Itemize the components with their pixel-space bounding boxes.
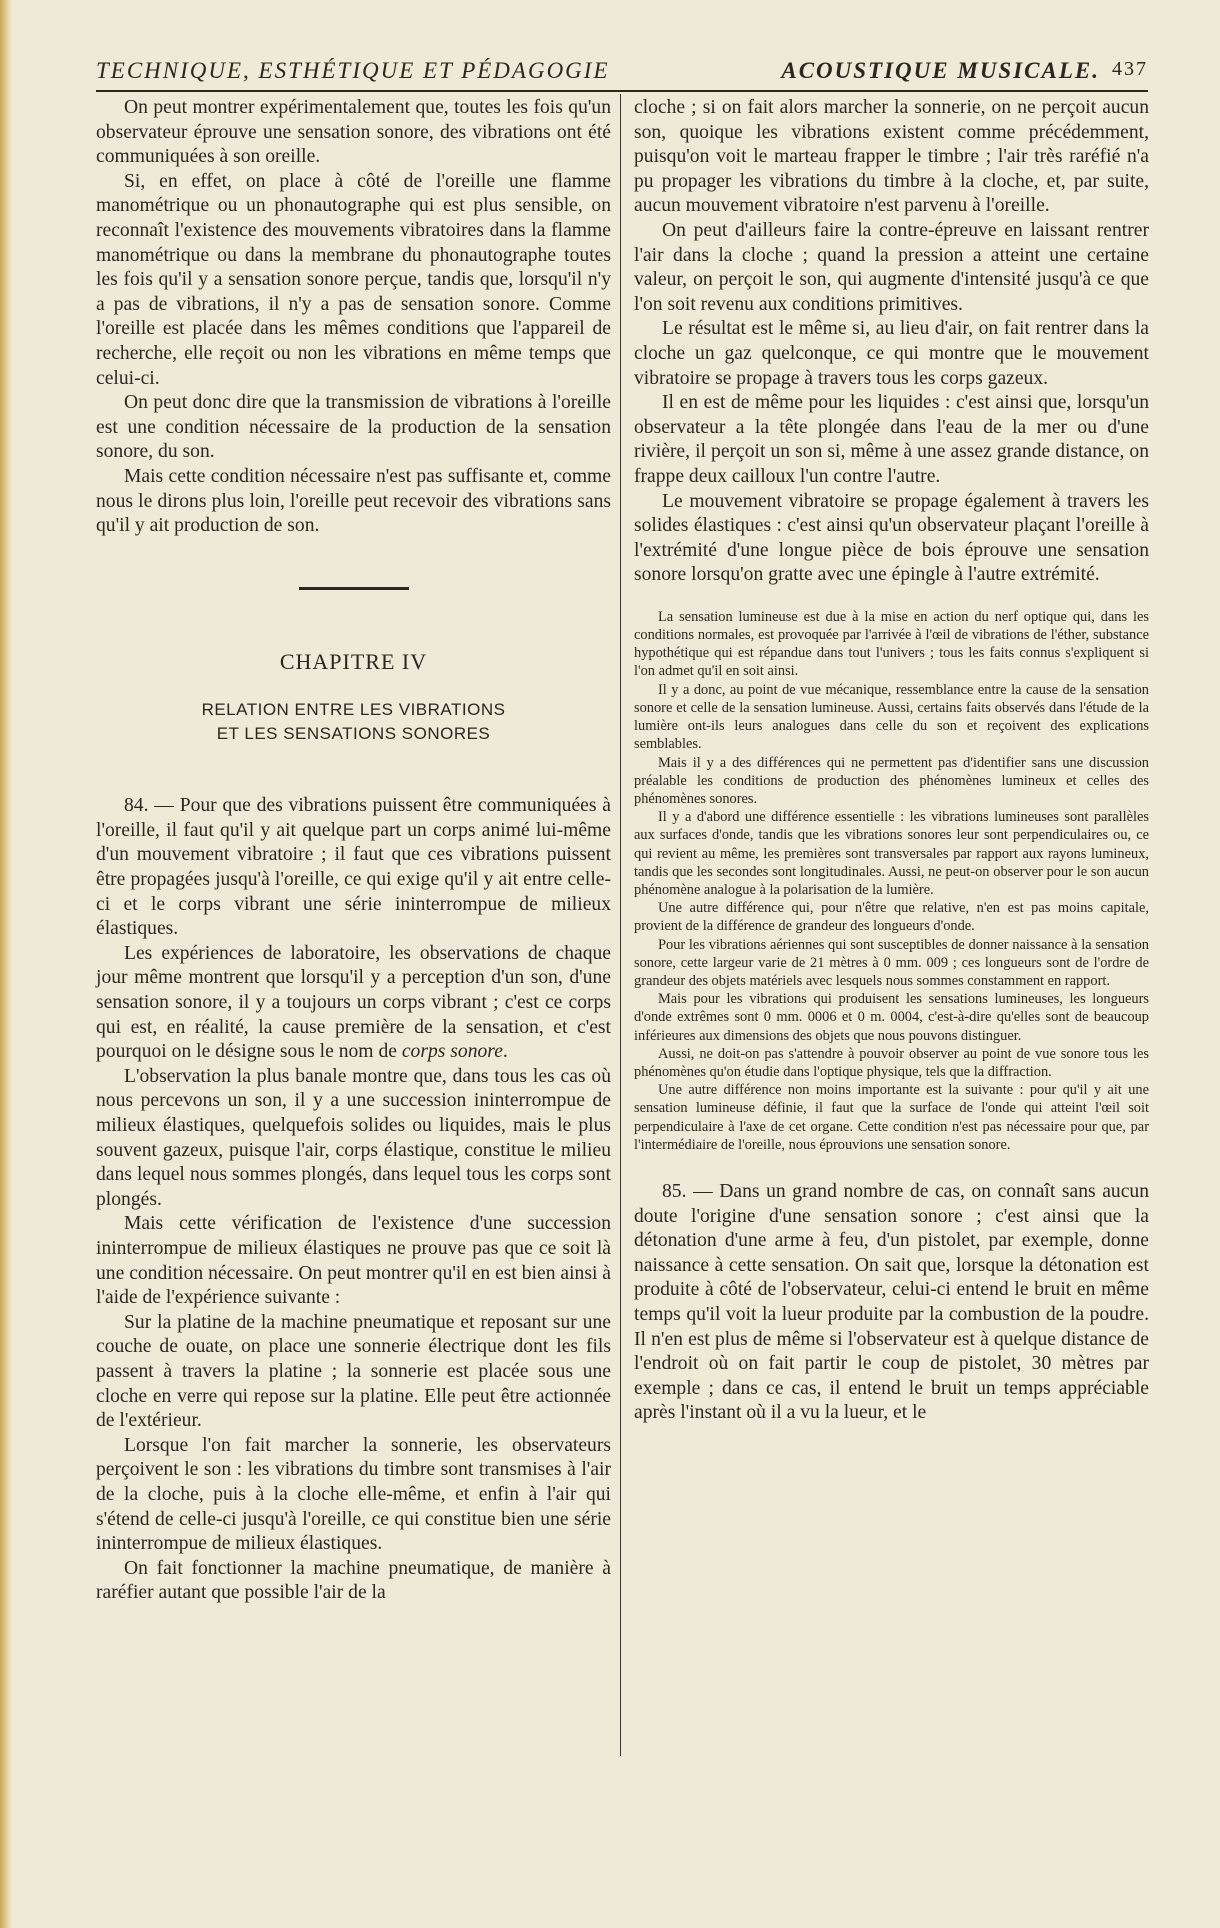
page-number: 437 (1112, 58, 1148, 80)
paragraph: On fait fonctionner la machine pneumatique, de manière à raréfier autant que possible l'air de la (96, 1557, 611, 1604)
note-paragraph: Une autre différence qui, pour n'être que relative, n'en est pas moins capitale, provient de la différence de grandeur des longueurs d'onde. (634, 900, 1149, 935)
left-column (96, 96, 611, 1606)
italic-term: corps sonore (401, 1041, 503, 1063)
paragraph-text: Les expériences de laboratoire, les observations de chaque jour même montrent que lorsqu'il y a perception d'un son, d'une sensation sonore, il y a toujours un corps vibrant ; c'est ce corps qui est, en réalité, la cause première de la sensation, et c'est pourquoi on le désigne sous le nom de (96, 942, 611, 1063)
paragraph: Le résultat est le même si, au lieu d'air, on fait rentrer dans la cloche un gaz quelconque, ce qui montre que le mouvement vibratoire se propage à travers tous les corps gazeux. (634, 318, 1149, 389)
paragraph: On peut montrer expérimentalement que, toutes les fois qu'un observateur éprouve une sensation sonore, des vibrations ont été communiquées à son oreille. (96, 97, 611, 168)
paragraph: Si, en effet, on place à côté de l'oreille une flamme manométrique ou un phonautographe qui est plus sensible, on reconnaît l'existence des mouvements vibratoires dans la flamme manométrique ou dans la membrane du phonautographe toutes les fois qu'il y a sensation sonore perçue, tandis que, lorsqu'il n'y a pas de vibrations, il n'y a pas de sensation sonore. Comme l'oreille est placée dans les mêmes conditions que l'appareil de recherche, elle reçoit ou non les vibrations en même temps que celui-ci. (96, 170, 611, 389)
small-print-note (634, 608, 1149, 1154)
paragraph (96, 942, 611, 1065)
header-rule (96, 90, 1148, 92)
paragraph: Il en est de même pour les liquides : c'est ainsi que, lorsqu'un observateur a la tête plongée dans l'eau de la mer ou d'une rivière, il perçoit un son si, même à une assez grande distance, on frappe deux cailloux l'un contre l'autre. (634, 392, 1149, 487)
paragraph-text: . (502, 1041, 508, 1063)
column-divider (620, 94, 621, 1756)
paragraph: Mais cette vérification de l'existence d'une succession ininterrompue de milieux élastiques ne prouve pas que ce soit là une condition nécessaire. On peut montrer qu'il en est bien ainsi à l'aide de l'expérience suivante : (96, 1213, 611, 1309)
chapter-subtitle (96, 698, 611, 746)
paragraph: 85. — Dans un grand nombre de cas, on connaît sans aucun doute l'origine d'une sensation sonore ; c'est ainsi que la détonation d'une arme à feu, d'un pistolet, par exemple, donne naissance à cette sensation. On sait que, lorsque la détonation est produite à côté de l'observateur, celui-ci entend le bruit en même temps qu'il voit la lueur produite par la combustion de la poudre. Il n'en est plus de même si l'observateur est à quelque distance de l'endroit où on fait partir le coup de pistolet, 30 mètres par exemple ; dans ce cas, il entend le bruit un temps appréciable après l'instant où il a vu la lueur, et le (634, 1180, 1149, 1424)
section-separator (299, 587, 409, 590)
note-paragraph: Pour les vibrations aériennes qui sont susceptibles de donner naissance à la sensation sonore, cette largeur varie de 21 mètres à 0 mm. 009 ; ces longueurs sont de l'ordre de grandeur des objets matériels avec lesquels nous sommes constamment en rapport. (634, 936, 1149, 989)
note-paragraph: Une autre différence non moins importante est la suivante : pour qu'il y ait une sensation lumineuse définie, il faut que la surface de l'onde qui atteint l'œil soit perpendiculaire à l'axe de cet organe. Cette condition n'est pas nécessaire pour que, par l'intermédiaire de l'oreille, nous éprouvions une sensation sonore. (634, 1082, 1149, 1153)
note-paragraph: Il y a donc, au point de vue mécanique, ressemblance entre la cause de la sensation sonore et celle de la sensation lumineuse. Aussi, certains faits observés dans l'étude de la lumière ont-ils leurs analogues dans celle du son et reçoivent des explications semblables. (634, 681, 1149, 753)
paragraph: 84. — Pour que des vibrations puissent être communiquées à l'oreille, il faut qu'il y ait quelque part un corps animé lui-même d'un mouvement vibratoire ; il faut que ces vibrations puissent être propagées jusqu'à l'oreille, ce qui exige qu'il y ait entre celle-ci et le corps vibrant une série ininterrompue de milieux élastiques. (96, 795, 611, 940)
chapter-title: CHAPITRE IV (279, 648, 428, 674)
header-left-title: TECHNIQUE, ESTHÉTIQUE ET PÉDAGOGIE (96, 58, 610, 83)
chapter-subtitle-line: RELATION ENTRE LES VIBRATIONS (201, 700, 506, 720)
page-edge (0, 0, 12, 1928)
paragraph: On peut d'ailleurs faire la contre-épreuve en laissant rentrer l'air dans la cloche ; quand la pression a atteint une certaine valeur, on perçoit le son, qui augmente d'intensité jusqu'à ce que l'on soit revenu aux conditions primitives. (634, 219, 1149, 315)
note-paragraph: Aussi, ne doit-on pas s'attendre à pouvoir observer au point de vue sonore tous les phénomènes qu'on étudie dans l'optique physique, tels que la diffraction. (634, 1045, 1149, 1080)
paragraph: Le mouvement vibratoire se propage également à travers les solides élastiques : c'est ainsi qu'un observateur plaçant l'oreille à l'extrémité d'une longue pièce de bois éprouve une sensation sonore lorsqu'on gratte avec une épingle à l'autre extrémité. (634, 490, 1149, 586)
chapter-subtitle-line: ET LES SENSATIONS SONORES (216, 724, 491, 744)
note-paragraph: Mais il y a des différences qui ne permettent pas d'identifier sans une discussion préalable les conditions de production des phénomènes lumineux et celles des phénomènes sonores. (634, 754, 1149, 807)
paragraph: Sur la platine de la machine pneumatique et reposant sur une couche de ouate, on place une sonnerie électrique dont les fils passent à travers la platine ; la sonnerie est placée sous une cloche en verre qui repose sur la platine. Elle peut être actionnée de l'extérieur. (96, 1311, 611, 1432)
paragraph: L'observation la plus banale montre que, dans tous les cas où nous percevons un son, il y a une succession ininterrompue de milieux élastiques, quelquefois solides ou liquides, mais le plus souvent gazeux, puisque l'air, corps élastique, constitue le milieu dans lequel nous sommes plongés, dans lequel tous les corps sont plongés. (96, 1065, 611, 1210)
running-header (96, 58, 1148, 88)
header-right-title: ACOUSTIQUE MUSICALE. (781, 58, 1100, 83)
note-paragraph: Il y a d'abord une différence essentielle : les vibrations lumineuses sont parallèles aux surfaces d'onde, tandis que les vibrations sonores leur sont perpendiculaires ou, ce qui revient au même, les premières sont transversales par rapport aux rayons lumineux, tandis que les secondes sont longitudinales. Aussi, ne peut-on observer pour le son aucun phénomène analogue à la polarisation de la lumière. (634, 809, 1149, 898)
paragraph: Mais cette condition nécessaire n'est pas suffisante et, comme nous le dirons plus loin, l'oreille peut recevoir des vibrations sans qu'il y ait production de son. (96, 465, 611, 537)
right-column (634, 96, 1149, 1426)
paragraph: Lorsque l'on fait marcher la sonnerie, les observateurs perçoivent le son : les vibrations du timbre sont transmises à l'air de la cloche, puis à la cloche elle-même, et enfin à l'air qui s'étend de celle-ci jusqu'à l'oreille, ce qui constitue bien une série ininterrompue de milieux élastiques. (96, 1434, 611, 1555)
note-paragraph: Mais pour les vibrations qui produisent les sensations lumineuses, les longueurs d'onde extrêmes sont 0 mm. 0006 et 0 m. 0004, c'est-à-dire qu'elles sont de beaucoup inférieures aux dimensions des objets que nous pouvons distinguer. (634, 991, 1149, 1044)
note-paragraph: La sensation lumineuse est due à la mise en action du nerf optique qui, dans les conditions normales, est provoquée par l'arrivée à l'œil de vibrations de l'éther, substance hypothétique qui est répandue dans tout l'univers ; tous les faits connus s'expliquent si l'on admet qu'il en soit ainsi. (634, 608, 1149, 680)
paragraph: On peut donc dire que la transmission de vibrations à l'oreille est une condition nécessaire de la production de la sensation sonore, du son. (96, 392, 611, 463)
paragraph: cloche ; si on fait alors marcher la sonnerie, on ne perçoit aucun son, quoique les vibrations existent comme précédemment, puisqu'on voit le marteau frapper le timbre ; l'air très raréfié n'a pu propager les vibrations du timbre à la cloche, et, par suite, aucun mouvement vibratoire n'est parvenu à l'oreille. (634, 97, 1149, 217)
